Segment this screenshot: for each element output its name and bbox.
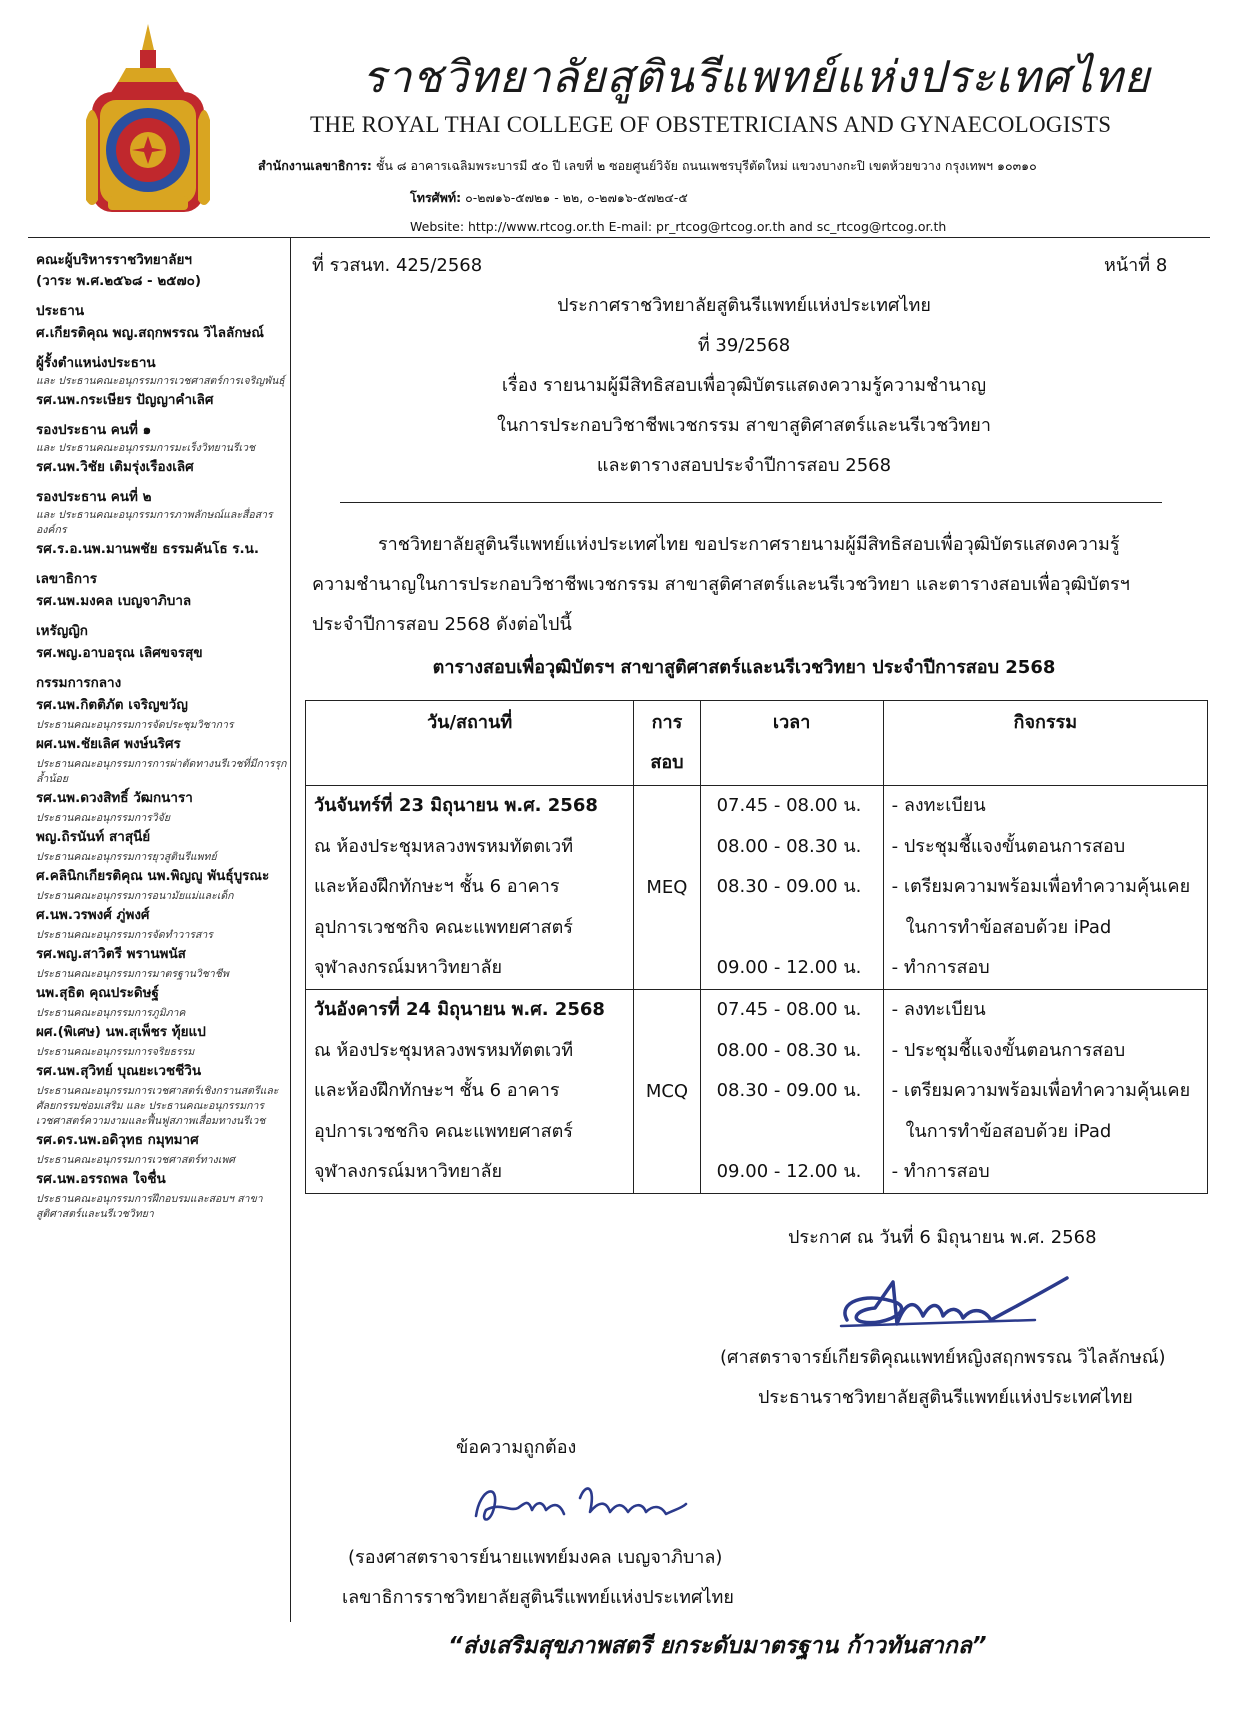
- board-member: [36, 1045, 288, 1082]
- phone-line: [410, 188, 688, 208]
- place-line: ณ ห้องประชุมหลวงพรหมทัตตเวที: [314, 835, 574, 857]
- board-member: [36, 811, 288, 848]
- board-member: [36, 1192, 288, 1222]
- activity-item: ในการทำข้อสอบด้วย iPad: [905, 1120, 1112, 1142]
- member-note: ประธานคณะอนุกรรมการภูมิภาค: [36, 1007, 186, 1019]
- header-divider: [28, 237, 1210, 238]
- board-member: [36, 420, 288, 478]
- document-reference: ที่ รวสนท. 425/2568: [312, 255, 483, 276]
- time-slot: 09.00 - 12.00 น.: [716, 957, 862, 979]
- board-member: [36, 889, 288, 926]
- member-name: รศ.พญ.อาบอรุณ เลิศขจรสุข: [36, 645, 203, 661]
- sidebar-heading-group: [36, 250, 288, 292]
- activity-cell: [883, 989, 1207, 1193]
- body-paragraph-line-3: ประจำปีการสอบ 2568 ดังต่อไปนี้: [312, 614, 572, 635]
- member-name: นพ.สุธิต คุณประดิษฐ์: [36, 985, 159, 1001]
- place-line: และห้องฝึกทักษะฯ ชั้น 6 อาคาร: [314, 876, 560, 898]
- member-note: ประธานคณะอนุกรรมการฝึกอบรมและสอบฯ สาขาสูติศาสตร์และนรีเวชวิทยา: [36, 1193, 263, 1220]
- member-note: ประธานคณะอนุกรรมการยุวสูตินรีแพทย์: [36, 851, 217, 863]
- exam-type: MEQ: [634, 786, 700, 990]
- header-place: วัน/สถานที่: [306, 701, 634, 786]
- time-slot: 08.00 - 08.30 น.: [716, 1039, 862, 1061]
- college-name-english: THE ROYAL THAI COLLEGE OF OBSTETRICIANS AND GYNAECOLOGISTS: [310, 112, 1112, 137]
- place-line: อุปการเวชชกิจ คณะแพทยศาสตร์: [314, 1120, 573, 1142]
- table-row: [306, 786, 1208, 990]
- president-name: (ศาสตราจารย์เกียรติคุณแพทย์หญิงสฤกพรรณ วิไลลักษณ์): [720, 1347, 1166, 1368]
- announcement-title: ประกาศราชวิทยาลัยสูตินรีแพทย์แห่งประเทศไทย: [557, 295, 931, 316]
- time-cell: [700, 989, 883, 1193]
- member-name: รศ.นพ.กระเษียร ปัญญาคำเลิศ: [36, 392, 214, 408]
- member-note: และ ประธานคณะอนุกรรมการเวชศาสตร์การเจริญพันธุ์: [36, 375, 285, 387]
- office-address-text: ชั้น ๘ อาคารเฉลิมพระบารมี ๕๐ ปี เลขที่ ๒ ซอยศูนย์วิจัย ถนนเพชรบุรีตัดใหม่ แขวงบางกะปิ เขตห้วยขวาง กรุงเทพฯ ๑๐๓๑๐: [371, 158, 1037, 173]
- activity-item: ในการทำข้อสอบด้วย iPad: [905, 916, 1112, 938]
- office-label: สำนักงานเลขาธิการ:: [258, 158, 372, 173]
- time-slot: 07.45 - 08.00 น.: [716, 795, 862, 816]
- body-paragraph-line-2: ความชำนาญในการประกอบวิชาชีพเวชกรรม สาขาสูติศาสตร์และนรีเวชวิทยา และตารางสอบเพื่อวุฒิบัตรฯ: [312, 574, 1130, 595]
- member-name: รศ.พญ.สาวิตรี พรานพนัส: [36, 946, 186, 962]
- secretary-title: เลขาธิการราชวิทยาลัยสูตินรีแพทย์แห่งประเทศไทย: [342, 1587, 734, 1608]
- president-signature: [835, 1262, 1075, 1344]
- body-paragraph-line-1: ราชวิทยาลัยสูตินรีแพทย์แห่งประเทศไทย ขอประกาศรายนามผู้มีสิทธิสอบเพื่อวุฒิบัตรแสดงความรู้: [378, 534, 1120, 555]
- sidebar-divider: [290, 237, 291, 1622]
- sidebar-term: (วาระ พ.ศ.๒๕๖๘ - ๒๕๗๐): [36, 273, 202, 289]
- subject-divider: [340, 502, 1162, 503]
- header-exam-line-2: สอบ: [650, 752, 684, 773]
- member-name: พญ.ถิรนันท์ สาสุนีย์: [36, 829, 151, 845]
- place-line: อุปการเวชชกิจ คณะแพทยศาสตร์: [314, 916, 573, 938]
- secretary-signature: [470, 1468, 690, 1538]
- page-number: หน้าที่ 8: [1104, 255, 1168, 276]
- member-name: รศ.นพ.สุวิทย์ บุณยะเวชชีวิน: [36, 1063, 202, 1079]
- header-exam-line-1: การ: [651, 712, 683, 733]
- sidebar-heading: คณะผู้บริหารราชวิทยาลัยฯ: [36, 252, 192, 268]
- member-name: รศ.นพ.กิตติภัต เจริญขวัญ: [36, 697, 188, 713]
- activity-item: - ลงทะเบียน: [891, 795, 986, 816]
- president-title: ประธานราชวิทยาลัยสูตินรีแพทย์แห่งประเทศไทย: [758, 1387, 1133, 1408]
- declaration-date: ประกาศ ณ วันที่ 6 มิถุนายน พ.ศ. 2568: [788, 1227, 1097, 1248]
- phone-number: ๐-๒๗๑๖-๕๗๒๑ - ๒๒, ๐-๒๗๑๖-๕๗๒๔-๕: [461, 190, 688, 205]
- member-note: ประธานคณะอนุกรรมการจัดทำวารสาร: [36, 929, 213, 941]
- place-line: จุฬาลงกรณ์มหาวิทยาลัย: [314, 1161, 503, 1183]
- header-time: เวลา: [700, 701, 883, 786]
- time-slot: 09.00 - 12.00 น.: [716, 1161, 862, 1183]
- exam-schedule-table: [305, 700, 1208, 1194]
- member-note: ประธานคณะอนุกรรมการการผ่าตัดทางนรีเวชที่มีการรุกล้ำน้อย: [36, 758, 287, 785]
- place-cell: [306, 786, 634, 990]
- college-seal-logo: [78, 20, 218, 220]
- exam-date: วันจันทร์ที่ 23 มิถุนายน พ.ศ. 2568: [314, 795, 598, 816]
- board-member: [36, 487, 288, 560]
- header-exam: [634, 701, 700, 786]
- member-role: รองประธาน คนที่ ๑: [36, 422, 152, 438]
- member-note: ประธานคณะอนุกรรมการเวชศาสตร์ทางเพศ: [36, 1154, 235, 1166]
- member-role: เหรัญญิก: [36, 623, 88, 639]
- member-name: รศ.ดร.นพ.อดิวุทธ กมุทมาศ: [36, 1132, 199, 1148]
- board-member: [36, 967, 288, 1004]
- board-member: [36, 1153, 288, 1190]
- member-name: รศ.นพ.ดวงสิทธิ์ วัฒกนารา: [36, 790, 193, 806]
- board-member: [36, 928, 288, 965]
- schedule-table-title: ตารางสอบเพื่อวุฒิบัตรฯ สาขาสูติศาสตร์และนรีเวชวิทยา ประจำปีการสอบ 2568: [432, 657, 1056, 678]
- place-line: จุฬาลงกรณ์มหาวิทยาลัย: [314, 957, 503, 979]
- board-member: [36, 850, 288, 887]
- office-address: [258, 156, 1037, 176]
- table-header-row: [306, 701, 1208, 786]
- member-note: ประธานคณะอนุกรรมการจัดประชุมวิชาการ: [36, 719, 234, 731]
- activity-item: - ทำการสอบ: [891, 1161, 990, 1183]
- member-name: ผศ.นพ.ชัยเลิศ พงษ์นริศร: [36, 736, 181, 752]
- website-email-line: Website: http://www.rtcog.or.th E-mail: pr_rtcog@rtcog.or.th and sc_rtcog@rtcog.or.th: [410, 219, 947, 234]
- board-member: [36, 718, 288, 755]
- activity-cell: [883, 786, 1207, 990]
- subject-line-1: เรื่อง รายนามผู้มีสิทธิสอบเพื่อวุฒิบัตรแสดงความรู้ความชำนาญ: [501, 375, 987, 396]
- member-name: ศ.คลินิกเกียรติคุณ นพ.พิญญู พันธุ์บูรณะ: [36, 868, 270, 884]
- time-slot: 08.30 - 09.00 น.: [716, 1080, 862, 1102]
- member-role: รองประธาน คนที่ ๒: [36, 489, 152, 505]
- time-slot-empty: [717, 1112, 875, 1153]
- exam-type: MCQ: [634, 989, 700, 1193]
- member-note: ประธานคณะอนุกรรมการอนามัยแม่และเด็ก: [36, 890, 234, 902]
- member-name: ศ.เกียรติคุณ พญ.สฤกพรรณ วิไลลักษณ์: [36, 325, 264, 341]
- activity-item: - เตรียมความพร้อมเพื่อทำความคุ้นเคย: [891, 1080, 1191, 1102]
- member-name: ศ.นพ.วรพงศ์ ภู่พงศ์: [36, 907, 150, 923]
- member-role: เลขาธิการ: [36, 571, 97, 587]
- member-note: และ ประธานคณะอนุกรรมการมะเร็งวิทยานรีเวช: [36, 442, 256, 454]
- member-role: ผู้รั้งตำแหน่งประธาน: [36, 355, 156, 371]
- board-member: [36, 569, 288, 612]
- member-role: กรรมการกลาง: [36, 675, 122, 691]
- activity-item: - ประชุมชี้แจงขั้นตอนการสอบ: [891, 1039, 1126, 1061]
- activity-item: - ทำการสอบ: [891, 957, 990, 979]
- member-name: รศ.นพ.วิชัย เติมรุ่งเรืองเลิศ: [36, 459, 194, 475]
- college-name-thai: ราชวิทยาลัยสูตินรีแพทย์แห่งประเทศไทย: [362, 52, 1151, 103]
- member-note: ประธานคณะอนุกรรมการมาตรฐานวิชาชีพ: [36, 968, 229, 980]
- table-row: [306, 989, 1208, 1193]
- place-line: ณ ห้องประชุมหลวงพรหมทัตตเวที: [314, 1039, 574, 1061]
- member-name: รศ.ร.อ.นพ.มานพชัย ธรรมคันโธ ร.น.: [36, 541, 260, 557]
- member-note: ประธานคณะอนุกรรมการจริยธรรม: [36, 1046, 195, 1058]
- place-cell: [306, 989, 634, 1193]
- member-note: ประธานคณะอนุกรรมการวิจัย: [36, 812, 170, 824]
- board-member: [36, 301, 288, 344]
- board-member: [36, 1084, 288, 1151]
- board-member: [36, 1006, 288, 1043]
- header-activity: กิจกรรม: [883, 701, 1207, 786]
- executive-board-sidebar: [36, 250, 288, 1231]
- board-member: [36, 621, 288, 664]
- time-slot: 08.30 - 09.00 น.: [716, 876, 862, 898]
- college-slogan: “ส่งเสริมสุขภาพสตรี ยกระดับมาตรฐาน ก้าวทันสากล”: [448, 1633, 987, 1659]
- exam-date: วันอังคารที่ 24 มิถุนายน พ.ศ. 2568: [314, 998, 605, 1020]
- board-member: [36, 673, 288, 716]
- member-name: รศ.นพ.อรรถพล ใจชื่น: [36, 1171, 166, 1187]
- time-slot-empty: [717, 908, 875, 949]
- place-line: และห้องฝึกทักษะฯ ชั้น 6 อาคาร: [314, 1080, 560, 1102]
- verification-note: ข้อความถูกต้อง: [456, 1437, 577, 1458]
- member-note: ประธานคณะอนุกรรมการเวชศาสตร์เชิงกรานสตรีและศัลยกรรมซ่อมเสริม และ ประธานคณะอนุกรรมการเวชศาสตร์ความงามและฟื้นฟูสภาพเสื่อมทางนรีเวช: [36, 1085, 279, 1127]
- time-slot: 07.45 - 08.00 น.: [716, 998, 862, 1020]
- member-role: ประธาน: [36, 303, 85, 319]
- member-name: รศ.นพ.มงคล เบญจาภิบาล: [36, 593, 192, 609]
- board-member: [36, 353, 288, 411]
- time-cell: [700, 786, 883, 990]
- subject-line-3: และตารางสอบประจำปีการสอบ 2568: [596, 455, 892, 476]
- member-name: ผศ.(พิเศษ) นพ.สุเพ็ชร ทุ้ยแป: [36, 1024, 206, 1040]
- secretary-name: (รองศาสตราจารย์นายแพทย์มงคล เบญจาภิบาล): [348, 1547, 723, 1568]
- subject-line-2: ในการประกอบวิชาชีพเวชกรรม สาขาสูติศาสตร์และนรีเวชวิทยา: [497, 415, 991, 436]
- time-slot: 08.00 - 08.30 น.: [716, 835, 862, 857]
- member-note: และ ประธานคณะอนุกรรมการภาพลักษณ์และสื่อสารองค์กร: [36, 509, 273, 536]
- phone-label: โทรศัพท์:: [410, 190, 462, 205]
- activity-item: - เตรียมความพร้อมเพื่อทำความคุ้นเคย: [891, 876, 1191, 898]
- activity-item: - ประชุมชี้แจงขั้นตอนการสอบ: [891, 835, 1126, 857]
- announcement-number: ที่ 39/2568: [697, 335, 791, 356]
- activity-item: - ลงทะเบียน: [891, 998, 986, 1020]
- board-member: [36, 757, 288, 809]
